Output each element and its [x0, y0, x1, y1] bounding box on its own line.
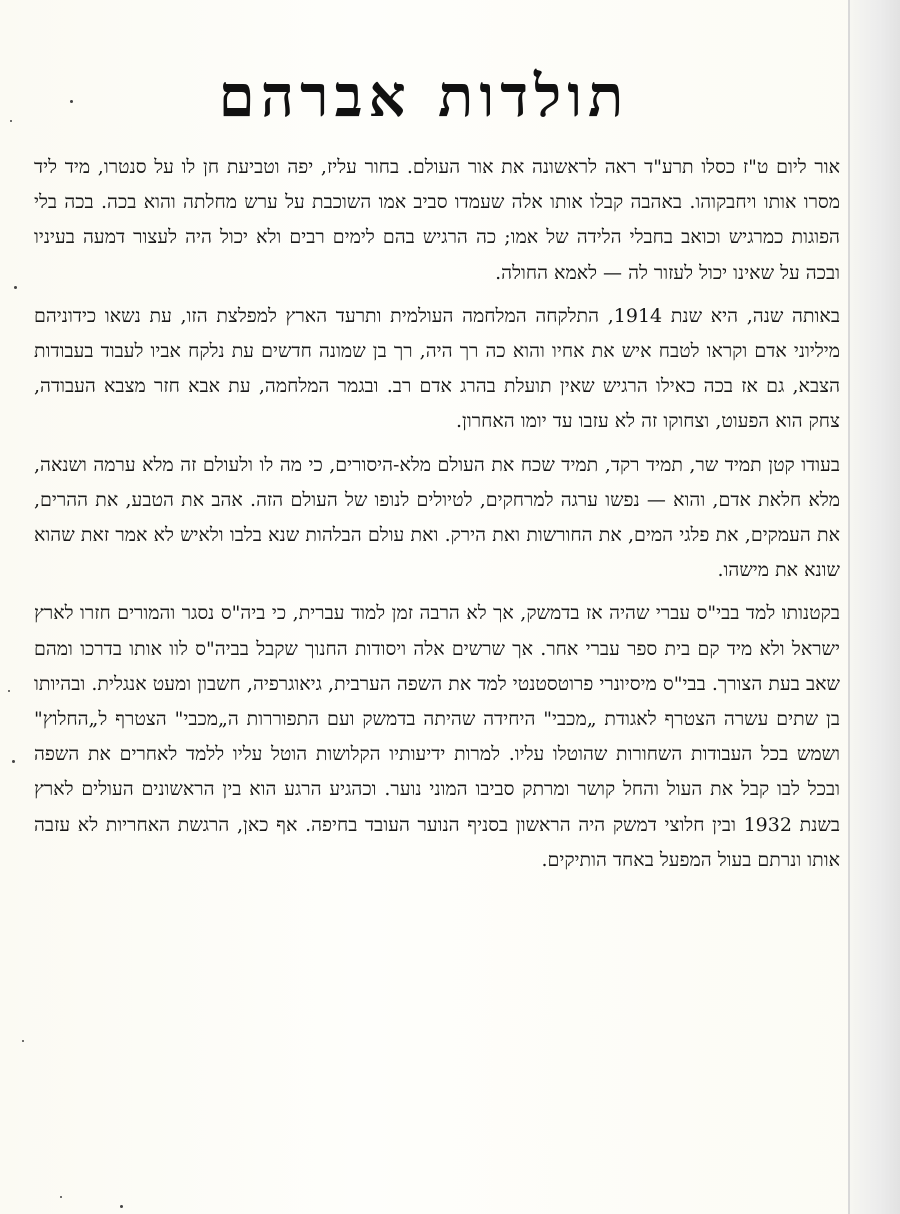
scan-speck: [22, 1040, 24, 1042]
scan-speck: [10, 120, 12, 122]
paragraph-3: בעודו קטן תמיד שר, תמיד רקד, תמיד שכח את העולם מלא-היסורים, כי מה לו ולעולם זה מלא ערמה ושנאה, מלא חלאת אדם, והוא — נפשו ערגה למרחקים, לטיולים לנופו של העולם הזה. אהב את הטבע, את ההרים, את העמקים, את פלגי המים, את החורשות ואת הירק. ואת עולם הבלהות שנא בלבו ולאיש לא אמר זאת שהוא שונא את מישהו.: [34, 453, 840, 582]
body-text: [34, 150, 840, 878]
paragraph-1: אור ליום ט"ז כסלו תרע"ד ראה לראשונה את אור העולם. בחור עליז, יפה וטביעת חן לו על סנטרו, מיד ליד מסרו אותו ויחבקוהו. באהבה קבלו אותו אלה שעמדו סביב אמו השוכבת על ערש מחלתה והוא בכה. בכה בלי הפוגות כמרגיש וכואב בחבלי הלידה של אמו; כה הרגיש בהם לימים רבים ולא יכול היה לעצור דמעה בעיניו ובכה על שאינו יכול לעזור לה — לאמא החולה.: [34, 156, 840, 284]
page-edge-shadow: [848, 0, 900, 1214]
scan-speck: [14, 286, 17, 289]
paragraph-2: באותה שנה, היא שנת 1914, התלקחה המלחמה העולמית ותרעד הארץ למפלצת הזו, עת נשאו כידוניהם מיליוני אדם וקראו לטבח איש את אחיו והוא כה רך היה, רך בן שמונה חדשים עת נלקח אביו לעבוד בעבודות הצבא, גם אז בכה כאילו הרגיש שאין תועלת בהרג אדם רב. ובגמר המלחמה, עת אבא חזר מצבא העבודה, צחק הוא הפעוט, וצחוקו זה לא עזבו עד יומו האחרון.: [34, 304, 841, 433]
page-title: תולדות אברהם: [218, 62, 630, 130]
scan-speck: [8, 690, 10, 692]
scan-speck: [60, 1196, 62, 1198]
scan-speck: [12, 760, 15, 763]
paragraph-4: בקטנותו למד בבי"ס עברי שהיה אז בדמשק, אך לא הרבה זמן למוד עברית, כי ביה"ס נסגר והמורים חזרו לארץ ישראל ולא מיד קם בית ספר עברי אחר. אך שרשים אלה ויסודות החנוך שקבל בביה"ס לוו אותו בדרכו ומהם שאב בעת הצורך. בבי"ס מיסיונרי פרוטסטנטי למד את השפה הערבית, גיאוגרפיה, חשבון ומעט אנגלית. ובהיותו בן שתים עשרה הצטרף לאגודת „מכבי" היחידה שהיתה בדמשק ועם התפוררות ה„מכבי" הצטרף ל„החלוץ" ושמש בכל העבודות השחורות שהוטלו עליו. למרות ידיעותיו הקלושות הוטל עליו ללמד לאחרים את השפה ובכל לבו קבל את העול והחל קושר ומרתק סביבו המוני נוער. וכהגיע הרגע הוא בין הראשונים העולים לארץ בשנת 1932 ובין חלוצי דמשק היה הראשון בסניף הנוער העובד בחיפה. אף כאן, הרגשת האחריות לא עזבה אותו ונרתם בעול המפעל באחד הותיקים.: [34, 602, 840, 871]
scan-speck: [120, 1205, 123, 1208]
scan-speck: [70, 100, 73, 103]
page-edge-line: [848, 0, 850, 1214]
